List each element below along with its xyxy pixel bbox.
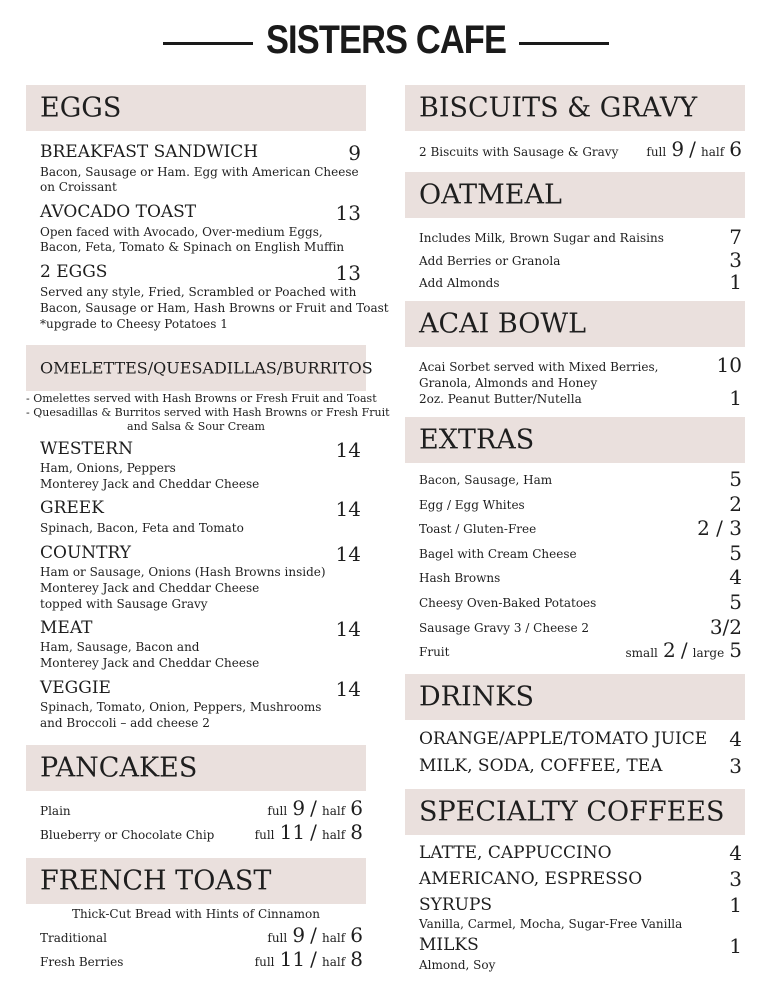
price-separator: /: [310, 923, 317, 947]
section-header-pancakes: PANCAKES: [26, 745, 366, 791]
item-name: BREAKFAST SANDWICH: [40, 142, 259, 162]
item-price: 14: [335, 677, 361, 701]
item-price: 13: [335, 261, 361, 285]
section-header-french-toast: FRENCH TOAST: [26, 858, 366, 904]
full-label: full: [267, 804, 288, 818]
item-name: Bacon, Sausage, Ham: [419, 473, 553, 487]
full-price: 9: [292, 923, 306, 947]
item-price: 5: [729, 590, 742, 614]
item-price: 9: [348, 141, 361, 165]
item-desc: Ham or Sausage, Onions (Hash Browns inside): [40, 565, 326, 579]
price-separator: /: [310, 947, 317, 971]
full-label: full: [646, 145, 667, 159]
full-price: 9: [292, 796, 306, 820]
half-label: half: [322, 955, 346, 969]
price-separator: /: [310, 796, 317, 820]
item-name: Sausage Gravy 3 / Cheese 2: [419, 621, 589, 635]
half-label: half: [701, 145, 725, 159]
item-price: 3: [729, 754, 742, 778]
price-separator: /: [689, 137, 696, 161]
full-price: 11: [279, 820, 306, 844]
item-price: 3/2: [709, 615, 742, 639]
item-name: GREEK: [40, 498, 104, 518]
item-desc: Acai Sorbet served with Mixed Berries,: [419, 360, 659, 374]
section-header-extras: EXTRAS: [405, 417, 745, 463]
large-label: large: [692, 646, 725, 660]
item-desc: Monterey Jack and Cheddar Cheese: [40, 656, 260, 670]
item-price-group: [267, 925, 363, 945]
item-price-group: [255, 822, 363, 842]
item-name: WESTERN: [40, 439, 133, 459]
full-price: 9: [671, 137, 685, 161]
half-label: half: [322, 828, 346, 842]
large-price: 5: [729, 638, 742, 662]
item-price: 1: [729, 934, 742, 958]
item-price: 3: [729, 867, 742, 891]
item-name: Hash Browns: [419, 571, 501, 585]
section-header-oatmeal: OATMEAL: [405, 172, 745, 218]
item-desc: *upgrade to Cheesy Potatoes 1: [40, 317, 228, 331]
item-name: ORANGE/APPLE/TOMATO JUICE: [419, 729, 708, 749]
half-price: 6: [729, 137, 742, 161]
item-price: 4: [729, 841, 742, 865]
half-price: 6: [350, 923, 363, 947]
item-price: 14: [335, 542, 361, 566]
item-name: 2 Biscuits with Sausage & Gravy: [419, 145, 619, 159]
section-header-eggs: EGGS: [26, 85, 366, 131]
item-name: 2 EGGS: [40, 262, 108, 282]
item-price: 2 / 3: [697, 516, 742, 540]
item-name: Toast / Gluten-Free: [419, 522, 537, 536]
item-price: 1: [729, 893, 742, 917]
item-desc: Granola, Almonds and Honey: [419, 376, 598, 390]
item-desc: Ham, Sausage, Bacon and: [40, 640, 200, 654]
item-desc: Spinach, Tomato, Onion, Peppers, Mushrooms: [40, 700, 322, 714]
section-note: - Quesadillas & Burritos served with Hash Browns or Fresh Fruit: [26, 406, 390, 419]
small-label: small: [625, 646, 658, 660]
item-name: Cheesy Oven-Baked Potatoes: [419, 596, 597, 610]
item-name: 2oz. Peanut Butter/Nutella: [419, 392, 582, 406]
full-label: full: [267, 931, 288, 945]
item-desc: Spinach, Bacon, Feta and Tomato: [40, 521, 244, 535]
item-price-group: [626, 640, 742, 660]
item-price: 1: [729, 270, 742, 294]
item-name: Fresh Berries: [40, 955, 124, 969]
item-price: 5: [729, 467, 742, 491]
section-header-omelettes: OMELETTES/QUESADILLAS/BURRITOS: [26, 345, 366, 391]
item-name: Bagel with Cream Cheese: [419, 547, 577, 561]
item-price: 3: [729, 248, 742, 272]
half-price: 6: [350, 796, 363, 820]
item-name: Add Berries or Granola: [419, 254, 561, 268]
section-header-drinks: DRINKS: [405, 674, 745, 720]
item-price: 10: [716, 353, 742, 377]
item-name: Fruit: [419, 645, 450, 659]
section-header-acai: ACAI BOWL: [405, 301, 745, 347]
item-desc: Monterey Jack and Cheddar Cheese: [40, 581, 260, 595]
item-desc: Served any style, Fried, Scrambled or Poached with: [40, 285, 357, 299]
section-header-coffees: SPECIALTY COFFEES: [405, 789, 745, 835]
item-price: 4: [729, 565, 742, 589]
half-label: half: [322, 804, 346, 818]
item-desc: and Broccoli – add cheese 2: [40, 716, 210, 730]
item-price: 14: [335, 497, 361, 521]
item-name: LATTE, CAPPUCCINO: [419, 843, 612, 863]
item-name: COUNTRY: [40, 543, 131, 563]
item-name: MILKS: [419, 935, 479, 955]
item-name: AMERICANO, ESPRESSO: [419, 869, 643, 889]
half-label: half: [322, 931, 346, 945]
item-price-group: [267, 798, 363, 818]
item-desc: Almond, Soy: [419, 958, 496, 972]
half-price: 8: [350, 947, 363, 971]
item-price: 7: [729, 225, 742, 249]
item-name: Plain: [40, 804, 71, 818]
price-separator: /: [680, 638, 688, 662]
item-price-group: [255, 949, 363, 969]
item-price-group: [646, 139, 742, 159]
item-desc: Bacon, Sausage or Ham. Egg with American Cheese: [40, 165, 359, 179]
full-label: full: [254, 828, 275, 842]
item-name: VEGGIE: [40, 678, 111, 698]
item-price: 1: [729, 386, 742, 410]
price-separator: /: [310, 820, 317, 844]
item-name: MEAT: [40, 618, 93, 638]
item-desc: topped with Sausage Gravy: [40, 597, 208, 611]
item-price: 14: [335, 438, 361, 462]
item-price: 4: [729, 727, 742, 751]
item-price: 5: [729, 541, 742, 565]
item-name: Traditional: [40, 931, 108, 945]
item-price: 14: [335, 617, 361, 641]
item-price: 13: [335, 201, 361, 225]
item-name: Egg / Egg Whites: [419, 498, 525, 512]
item-desc: Monterey Jack and Cheddar Cheese: [40, 477, 260, 491]
item-desc: Open faced with Avocado, Over-medium Eggs,: [40, 225, 323, 239]
section-header-biscuits: BISCUITS & GRAVY: [405, 85, 745, 131]
full-price: 11: [279, 947, 306, 971]
item-name: Blueberry or Chocolate Chip: [40, 828, 215, 842]
item-desc: Vanilla, Carmel, Mocha, Sugar-Free Vanilla: [419, 917, 683, 931]
full-label: full: [254, 955, 275, 969]
item-price: 2: [729, 492, 742, 516]
item-desc: Bacon, Sausage or Ham, Hash Browns or Fruit and Toast: [40, 301, 389, 315]
small-price: 2: [662, 638, 676, 662]
section-note: and Salsa & Sour Cream: [127, 420, 265, 433]
item-name: AVOCADO TOAST: [40, 202, 197, 222]
section-note: - Omelettes served with Hash Browns or Fresh Fruit and Toast: [26, 392, 377, 405]
item-name: Includes Milk, Brown Sugar and Raisins: [419, 231, 664, 245]
item-name: MILK, SODA, COFFEE, TEA: [419, 756, 663, 776]
title-rule-right: [519, 42, 609, 45]
item-desc: Bacon, Feta, Tomato & Spinach on English Muffin: [40, 240, 345, 254]
item-desc: Ham, Onions, Peppers: [40, 461, 176, 475]
page-title: SISTERS CAFE: [265, 18, 507, 62]
item-name: Add Almonds: [419, 276, 500, 290]
item-desc: on Croissant: [40, 180, 117, 194]
item-name: SYRUPS: [419, 895, 493, 915]
half-price: 8: [350, 820, 363, 844]
section-note: Thick-Cut Bread with Hints of Cinnamon: [71, 907, 320, 921]
